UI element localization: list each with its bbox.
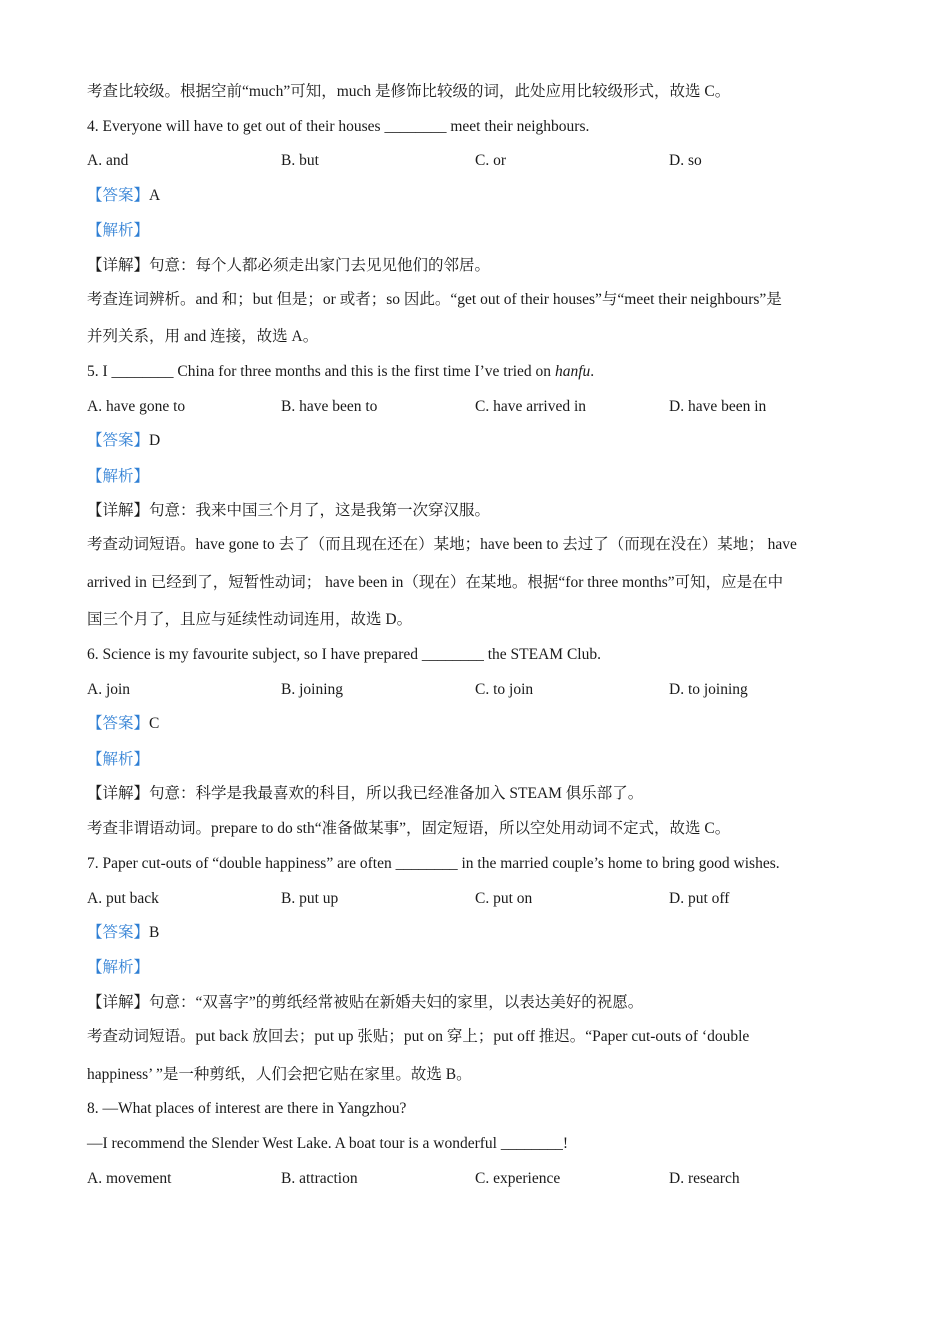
- question-stem: 8. —What places of interest are there in Yangzhou?: [87, 1100, 407, 1117]
- detail-label: 【详解】: [87, 785, 150, 802]
- option-b: B. put up: [281, 890, 339, 907]
- question-stem: 7. Paper cut-outs of “double happiness” are often ________ in the married couple’s home to bring good wishes.: [87, 855, 780, 872]
- sentence-meaning: 句意：科学是我最喜欢的科目，所以我已经准备加入 STEAM 俱乐部了。: [149, 785, 644, 802]
- explanation-text: 考查非谓语动词。prepare to do sth“准备做某事”，固定短语，所以空处用动词不定式，故选 C。: [87, 820, 731, 837]
- option-a: A. and: [87, 152, 129, 169]
- option-c: C. have arrived in: [475, 398, 587, 415]
- option-a: A. put back: [87, 890, 159, 907]
- answer-row: [87, 923, 159, 943]
- analysis-label: 【解析】: [87, 959, 150, 976]
- detail-row: [87, 501, 490, 521]
- sentence-meaning: 句意：每个人都必须走出家门去见见他们的邻居。: [149, 257, 491, 274]
- option-c: C. to join: [475, 681, 534, 698]
- option-a: A. have gone to: [87, 398, 186, 415]
- option-d: D. to joining: [669, 681, 748, 698]
- option-a: A. movement: [87, 1170, 172, 1187]
- option-b: B. have been to: [281, 398, 378, 415]
- answer-row: [87, 186, 160, 206]
- explanation-text: 考查动词短语。put back 放回去；put up 张贴；put on 穿上；put off 推迟。“Paper cut-outs of ‘double: [87, 1028, 750, 1045]
- option-d: D. so: [669, 152, 702, 169]
- analysis-label: 【解析】: [87, 751, 150, 768]
- option-d: D. put off: [669, 890, 730, 907]
- answer-label: 【答案】: [87, 432, 150, 449]
- explanation-text: 考查连词辨析。and 和；but 但是；or 或者；so 因此。“get out of their houses”与“meet their neighbours”是: [87, 291, 782, 308]
- explanation-text: 考查动词短语。have gone to 去了（而且现在还在）某地；have been to 去过了（而现在没在）某地； have: [87, 536, 797, 553]
- question-stem: 4. Everyone will have to get out of their houses ________ meet their neighbours.: [87, 118, 590, 135]
- stem-text: 5. I ________ China for three months and this is the first time I’ve tried on: [87, 363, 555, 380]
- question-stem-reply: —I recommend the Slender West Lake. A boat tour is a wonderful ________!: [87, 1135, 569, 1152]
- answer-label: 【答案】: [87, 924, 150, 941]
- stem-italic: hanfu: [554, 363, 591, 380]
- analysis-label: 【解析】: [87, 468, 150, 485]
- explanation-text: 并列关系，用 and 连接，故选 A。: [87, 328, 319, 345]
- answer-label: 【答案】: [87, 187, 150, 204]
- question-stem: 6. Science is my favourite subject, so I have prepared ________ the STEAM Club.: [87, 646, 601, 663]
- answer-value: D: [149, 432, 161, 449]
- question-stem: [87, 362, 594, 382]
- answer-row: [87, 431, 160, 451]
- answer-value: B: [149, 924, 160, 941]
- option-c: C. put on: [475, 890, 533, 907]
- detail-label: 【详解】: [87, 994, 150, 1011]
- answer-value: C: [149, 715, 160, 732]
- answer-label: 【答案】: [87, 715, 150, 732]
- explanation-text: 国三个月了，且应与延续性动词连用，故选 D。: [87, 611, 413, 628]
- option-d: D. have been in: [669, 398, 767, 415]
- explanation-text: happiness’ ”是一种剪纸，人们会把它贴在家里。故选 B。: [87, 1066, 472, 1083]
- sentence-meaning: 句意：我来中国三个月了，这是我第一次穿汉服。: [149, 502, 491, 519]
- explanation-text: arrived in 已经到了，短暂性动词； have been in（现在）在某地。根据“for three months”可知，应是在中: [87, 574, 784, 591]
- explanation-text: 考查比较级。根据空前“much”可知，much 是修饰比较级的词，此处应用比较级形式，故选 C。: [87, 83, 731, 100]
- option-c: C. experience: [475, 1170, 561, 1187]
- option-d: D. research: [669, 1170, 740, 1187]
- stem-end: .: [590, 363, 595, 380]
- option-a: A. join: [87, 681, 131, 698]
- detail-row: [87, 256, 490, 276]
- option-b: B. but: [281, 152, 319, 169]
- option-b: B. joining: [281, 681, 344, 698]
- detail-row: [87, 993, 643, 1013]
- option-c: C. or: [475, 152, 506, 169]
- answer-row: [87, 714, 159, 734]
- detail-label: 【详解】: [87, 257, 150, 274]
- option-b: B. attraction: [281, 1170, 358, 1187]
- detail-row: [87, 784, 643, 804]
- analysis-label: 【解析】: [87, 222, 150, 239]
- answer-value: A: [149, 187, 161, 204]
- sentence-meaning: 句意：“双喜字”的剪纸经常被贴在新婚夫妇的家里，以表达美好的祝愿。: [149, 994, 644, 1011]
- detail-label: 【详解】: [87, 502, 150, 519]
